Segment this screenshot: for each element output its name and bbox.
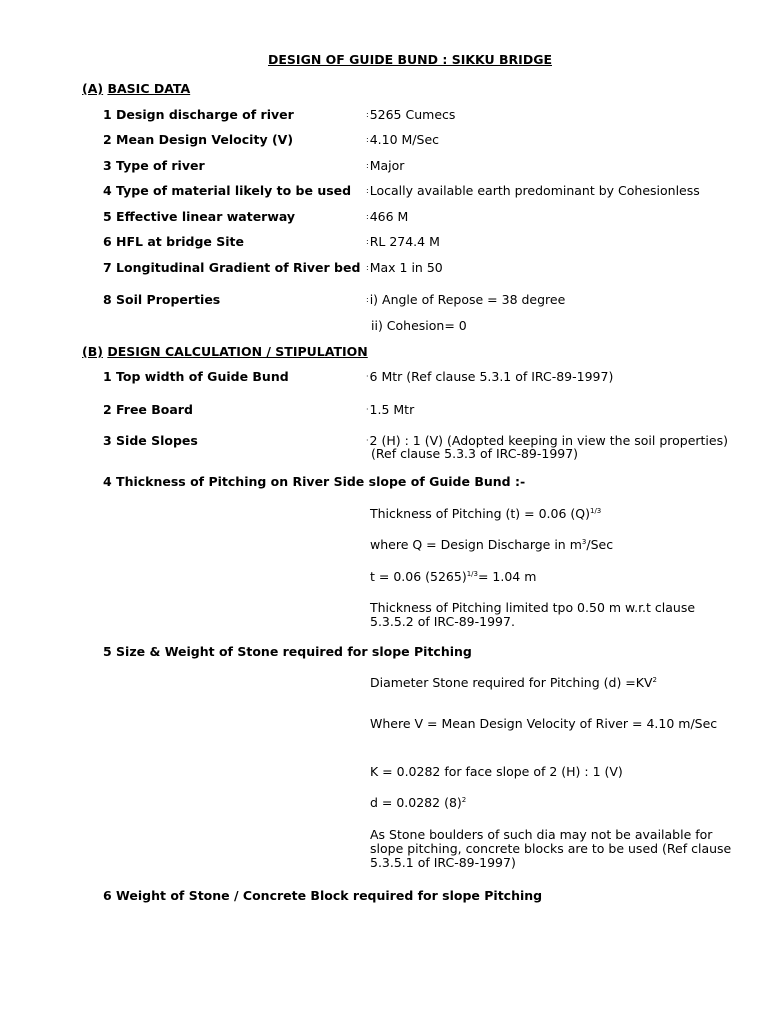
design-value-1: ·6 Mtr (Ref clause 5.3.1 of IRC-89-1997) (366, 369, 614, 384)
basic-label-7: 7 Longitudinal Gradient of River bed (103, 260, 361, 275)
item5-note: As Stone boulders of such dia may not be available for slope pitching, concrete blocks are to be used (Ref clause 5.3.5.1 of IRC-89-1997) (370, 827, 732, 870)
basic-value-8: :i) Angle of Repose = 38 degree (366, 292, 566, 307)
section-b-label: DESIGN CALCULATION / STIPULATION (107, 344, 368, 359)
item4-formula-thickness: Thickness of Pitching (t) = 0.06 $(Q)^{1/3}$ (370, 506, 602, 521)
basic-value-5: :466 M (366, 209, 409, 224)
basic-value-4: :Locally available earth predominant by Cohesionless (366, 183, 700, 198)
item5-formula-k: K = 0.0282 for face slope of 2 (H) : 1 (V) (370, 764, 623, 779)
item4-formula-result: t = 0.06 $(5265)^{1/3}= 1.04$ m (370, 569, 537, 584)
basic-label-4: 4 Type of material likely to be used (103, 183, 352, 198)
basic-value-7: :Max 1 in 50 (366, 260, 443, 275)
design-value-3: ·2 (H) : 1 (V) (Adopted keeping in view the soil properties) (366, 433, 728, 448)
basic-value-3: :Major (366, 158, 405, 173)
item6-heading: 6 Weight of Stone / Concrete Block required for slope Pitching (103, 888, 543, 903)
basic-value-1: :5265 Cumecs (366, 107, 456, 122)
design-value-2: ·1.5 Mtr (366, 402, 415, 417)
basic-label-2: 2 Mean Design Velocity (V) (103, 132, 294, 147)
basic-label-1: 1 Design discharge of river (103, 107, 294, 122)
design-label-2: 2 Free Board (103, 402, 193, 417)
basic-label-8: 8 Soil Properties (103, 292, 221, 307)
item4-note: Thickness of Pitching limited tpo 0.50 m w.r.t clause 5.3.5.2 of IRC-89-1997. (370, 600, 696, 629)
section-a-heading (82, 82, 190, 96)
item4-formula-where: where Q = Design Discharge in $m^3$/Sec (370, 537, 614, 552)
basic-value-8b: ii) Cohesion= 0 (371, 318, 467, 333)
item4-heading: 4 Thickness of Pitching on River Side slope of Guide Bund :- (103, 474, 526, 489)
item5-formula-velocity: Where V = Mean Design Velocity of River = 4.10 m/Sec (370, 716, 718, 731)
basic-value-6: :RL 274.4 M (366, 234, 440, 249)
design-label-1: 1 Top width of Guide Bund (103, 369, 289, 384)
item5-formula-diameter: Diameter Stone required for Pitching $(d) =KV^2$ (370, 675, 657, 690)
section-a-prefix: (A) (82, 81, 104, 96)
item5-formula-d: d = 0.0282 $(8)^2$ (370, 795, 467, 810)
item5-heading: 5 Size & Weight of Stone required for slope Pitching (103, 644, 472, 659)
design-label-3: 3 Side Slopes (103, 433, 198, 448)
basic-label-3: 3 Type of river (103, 158, 205, 173)
section-b-heading (82, 345, 368, 359)
design-value-3b: (Ref clause 5.3.3 of IRC-89-1997) (371, 446, 579, 461)
basic-label-5: 5 Effective linear waterway (103, 209, 296, 224)
document-title: DESIGN OF GUIDE BUND : SIKKU BRIDGE (268, 52, 552, 67)
section-b-prefix: (B) (82, 344, 103, 359)
section-a-label: BASIC DATA (107, 81, 191, 96)
basic-value-2: :4.10 M/Sec (366, 132, 440, 147)
basic-label-6: 6 HFL at bridge Site (103, 234, 244, 249)
